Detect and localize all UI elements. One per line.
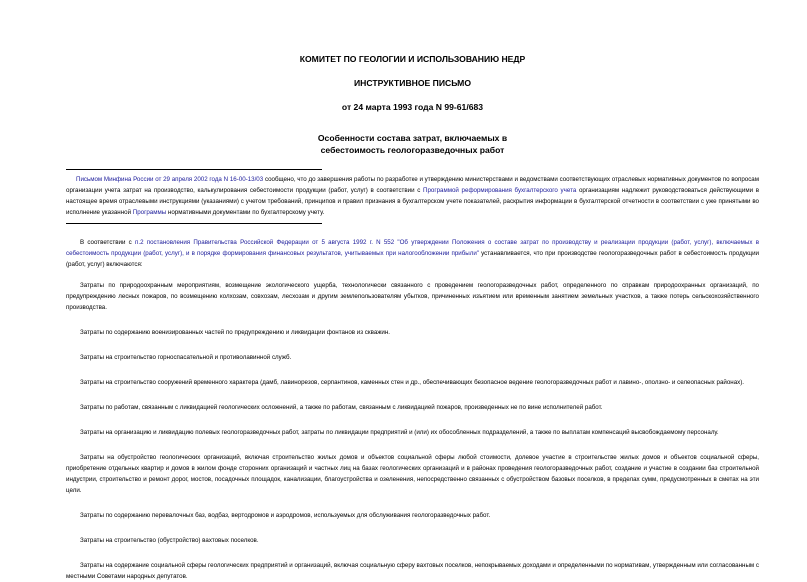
document-title [66,132,759,156]
document-title-line-2: себестоимость геологоразведочных работ [320,145,505,155]
note-link-minfin-letter[interactable]: Письмом Минфина России от 29 апреля 2002 года N 16-00-13/03 [76,176,264,183]
paragraph-item: Затраты на обустройство геологических организаций, включая строительство жилых домов и объектов социальной сферы любой стоимости, долевое участие в строительстве жилых домов и объектов социальной сферы, приобретение отдельных квартир и домов в жилом фонде сторонних организаций и частных лиц на базах геологических организаций и в районах проведения геологоразведочных работ, создание и участие в создании баз строительной индустрии, строительство и ремонт дорог, мостов, посадочных площадок, канализации, благоустройства и озеленения, непосредственно связанных с обустройством базовых поселков, в пределах сумм, предусмотренных в сметах на эти цели. [66,454,759,494]
note-text-1: сообщено, что до завершения работы по разработке и утверждению министерствами и ведомствами соответствующих отраслевых нормативных документов по вопросам организации учета затрат на производство, калькулирования себестоимости продукции (работ, услуг) в соответствии с [66,176,759,194]
issuing-organization: КОМИТЕТ ПО ГЕОЛОГИИ И ИСПОЛЬЗОВАНИЮ НЕДР [299,54,526,64]
note-divider-top [66,169,322,170]
paragraph-item: Затраты по содержанию перевалочных баз, водбаз, вертодромов и аэродромов, используемых для обслуживания геологоразведочных работ. [80,512,491,519]
document-title-line-1: Особенности состава затрат, включаемых в [317,133,508,143]
note-text-2: организациям надлежит руководствоваться действующими в настоящее время отраслевыми инструкциями (указаниями) с учетом требований, принципов и правил признания в бухгалтерском учете показателей, раскрытия информации в бухгалтерской отчетности в соответствии с уже принятыми во исполнение указанной [66,187,759,216]
note-text-3: нормативными документами по бухгалтерскому учету. [166,209,325,216]
note-link-program[interactable]: Программы [132,209,167,216]
paragraph-item: Затраты на строительство горноспасательной и противолавинной служб. [80,354,292,361]
document-type: ИНСТРУКТИВНОЕ ПИСЬМО [353,78,472,88]
paragraph-item: Затраты на строительство (обустройство) вахтовых поселков. [80,537,259,544]
intro-paragraph [66,237,759,270]
paragraph-item: Затраты на содержание социальной сферы геологических предприятий и организаций, включая социальную сферу вахтовых поселков, непокрываемых доходами и определенными по нормативам, утвержденным или согласованным с местными Советами народных депутатов. [66,562,759,580]
paragraph-item: Затраты по работам, связанным с ликвидацией геологических осложнений, а также по работам, связанным с ликвидацией пожаров, произведенных не по вине исполнителей работ. [80,404,603,411]
intro-text-1: В соответствии с [80,239,136,246]
paragraph-item: Затраты по содержанию военизированных частей по предупреждению и ликвидации фонтанов из скважин. [80,329,390,336]
editorial-note [66,174,759,218]
intro-text-2: устанавливается, что при производстве геологоразведочных работ в себестоимость продукции (работ, услуг) включаются: [66,250,759,268]
paragraph-item: Затраты по природоохранным мероприятиям, возмещение экологического ущерба, технологически связанного с проведением геологоразведочных работ, определенного по справкам природоохранных организаций, по предупреждению лесных пожаров, по возмещению колхозам, совхозам, лесхозам и другим землепользователям убытков, причиненных изъятием или временным занятием земельных участков, а также потерь сельскохозяйственного производства. [66,282,759,311]
paragraph-item: Затраты на организацию и ликвидацию полевых геологоразведочных работ, затраты по ликвидации предприятий и (или) их обособленных подразделений, а также по выплатам компенсаций высвобождаемому персоналу. [80,429,719,436]
paragraph-item: Затраты на строительство сооружений временного характера (дамб, лавинорезов, серпантинов, каменных стен и др., обеспечивающих безопасное ведение геологоразведочных работ и лавино-, оползно- и селеопасных районах). [80,379,745,386]
document-date-number: от 24 марта 1993 года N 99-61/683 [341,102,484,112]
intro-link-resolution-552[interactable]: п.2 постановления Правительства Российской Федерации от 5 августа 1992 г. N 552 "Об утверждении Положения о составе затрат по производству и реализации продукции (работ, услуг), включаемых в себестоимость продукции (работ, услуг), и в порядке формирования финансовых результатов, учитываемых при налогообложении прибыли" [66,239,759,257]
note-link-reform-program[interactable]: Программой реформирования бухгалтерского учета [423,187,577,194]
note-divider-bottom [66,223,322,224]
